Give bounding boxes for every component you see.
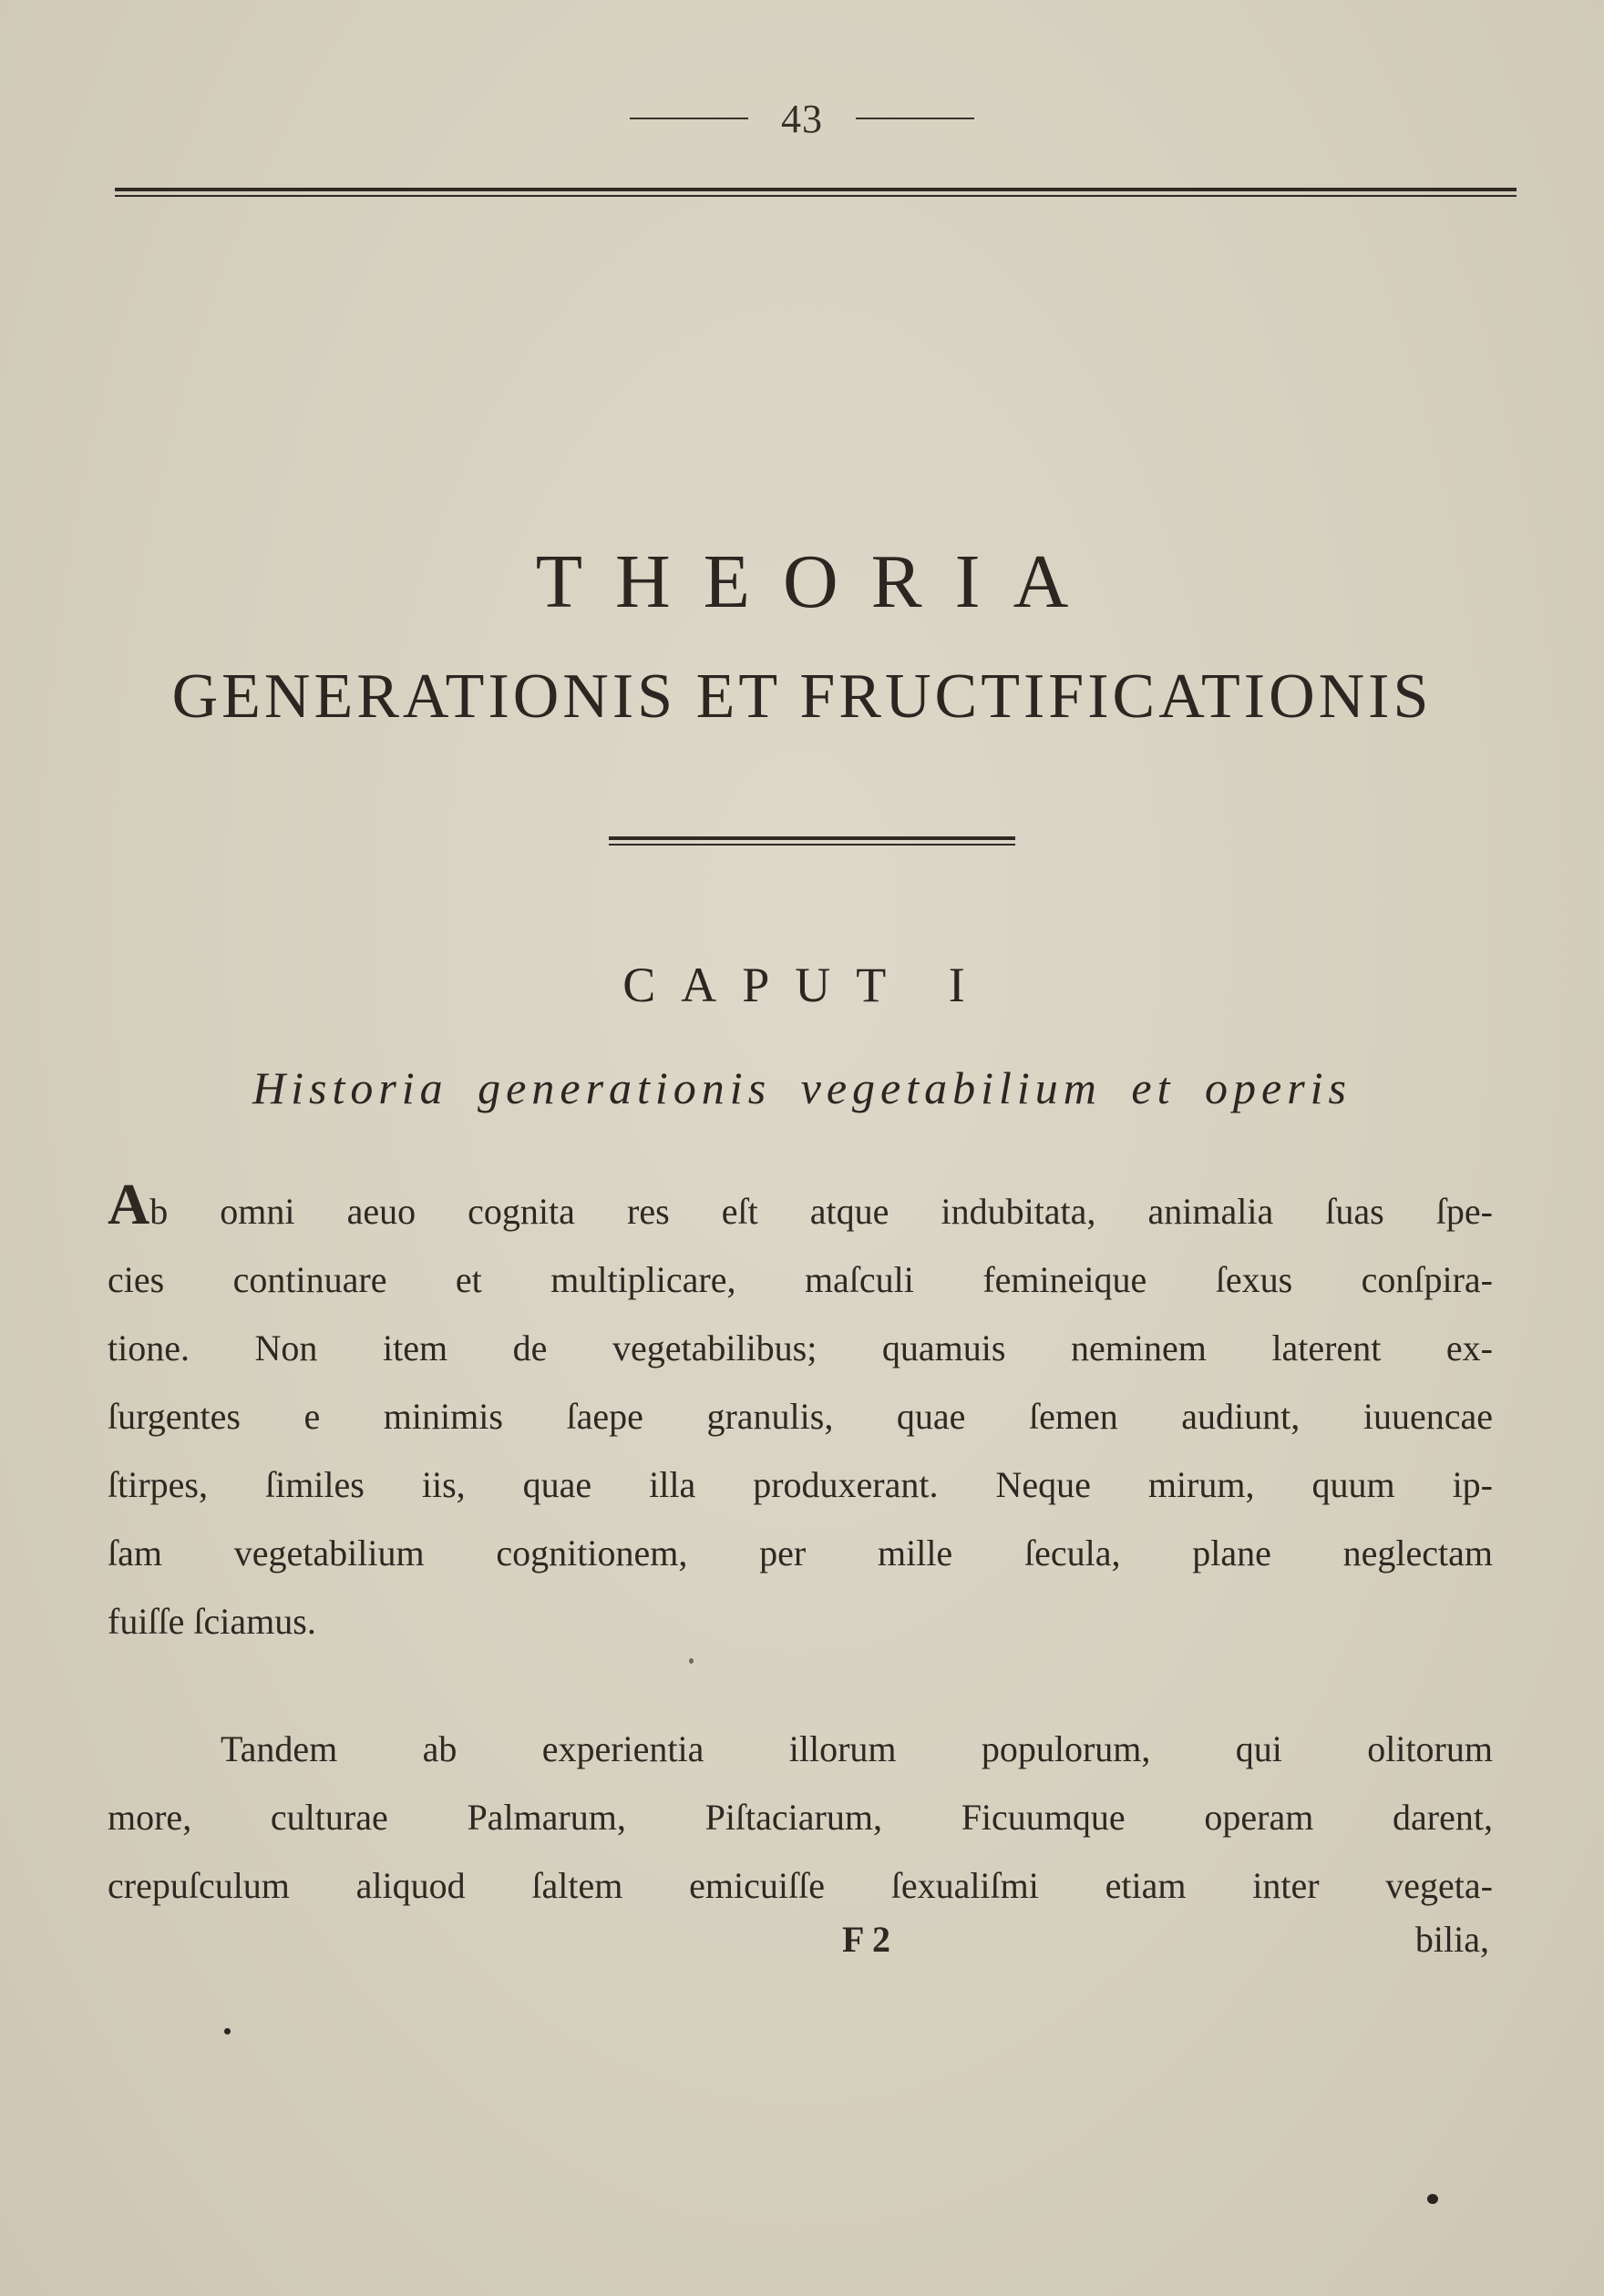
text-line: crepuſculum aliquod ſaltem emicuiſſe ſexualiſmi etiam inter vegeta-: [108, 1865, 1493, 1906]
header-double-rule: [115, 188, 1517, 199]
header-dash-right: [856, 118, 974, 119]
title-double-rule: [609, 836, 1015, 847]
text-line: Ab omni aeuo cognita res eſt atque indubitata, animalia ſuas ſpe-: [108, 1172, 1493, 1236]
page-footer: [0, 1918, 1604, 1986]
text-line: Tandem ab experientia illorum populorum, qui olitorum: [221, 1728, 1493, 1769]
text-line: more, culturae Palmarum, Piſtaciarum, Ficuumque operam darent,: [108, 1797, 1493, 1838]
ink-spot: [689, 1658, 694, 1664]
signature-mark: F 2: [842, 1919, 890, 1960]
drop-cap: A: [108, 1172, 150, 1236]
text-line: ſtirpes, ſimiles iis, quae illa produxerant. Neque mirum, quum ip-: [108, 1464, 1493, 1505]
paragraph-2: [108, 1715, 1493, 1920]
page-number: 43: [781, 96, 823, 141]
page-header: [0, 91, 1604, 146]
paragraph-1: [108, 1172, 1493, 1655]
header-dash-left: [630, 118, 748, 119]
ink-spot: [224, 2028, 231, 2035]
ink-spot: [1427, 2194, 1438, 2204]
chapter-heading: CAPUT I: [622, 958, 991, 1012]
text-line: ſurgentes e minimis ſaepe granulis, quae ſemen audiunt, iuuencae: [108, 1396, 1493, 1437]
chapter-subtitle: Historia generationis vegetabilium et operis: [252, 1062, 1352, 1113]
text-line: ſam vegetabilium cognitionem, per mille ſecula, plane neglectam: [108, 1532, 1493, 1573]
page-title: THEORIA: [535, 539, 1102, 624]
catchword: bilia,: [1414, 1919, 1489, 1960]
page-subtitle: GENERATIONIS ET FRUCTIFICATIONIS: [171, 661, 1433, 732]
text-line: fuiſſe ſciamus.: [108, 1601, 316, 1642]
text-line: cies continuare et multiplicare, maſculi femineique ſexus conſpira-: [108, 1259, 1493, 1300]
text-line: tione. Non item de vegetabilibus; quamuis neminem laterent ex-: [108, 1327, 1493, 1368]
